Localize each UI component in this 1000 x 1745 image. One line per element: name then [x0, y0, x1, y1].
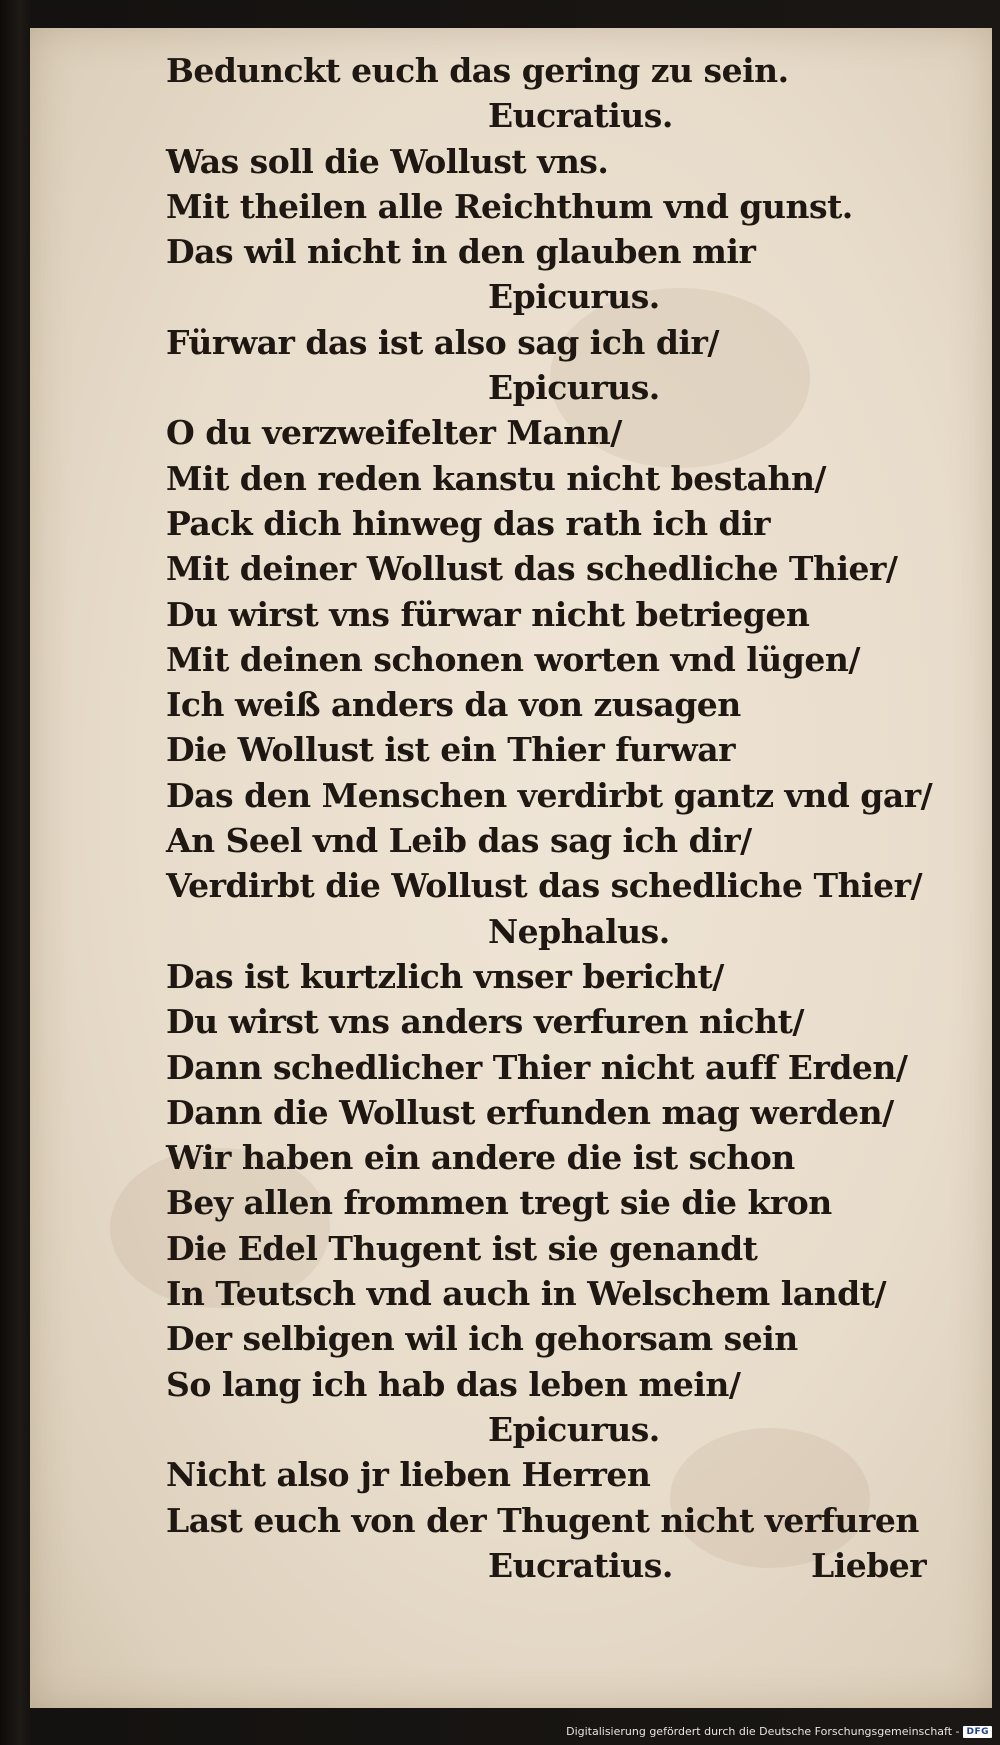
text-line: Pack dich hinweg das rath ich dir: [166, 503, 771, 543]
last-speaker-row: [166, 1543, 986, 1588]
text-line: Last euch von der Thugent nicht verfuren: [166, 1500, 919, 1540]
credit-text: Digitalisierung gefördert durch die Deutsche Forschungsgemeinschaft -: [566, 1725, 960, 1738]
text-line: Die Edel Thugent ist sie genandt: [166, 1228, 758, 1268]
text-line: Dann schedlicher Thier nicht auff Erden/: [166, 1047, 908, 1087]
text-line: Das wil nicht in den glauben mir: [166, 232, 756, 272]
text-line: Das den Menschen verdirbt gantz vnd gar/: [166, 775, 933, 815]
text-line: Du wirst vns fürwar nicht betriegen: [166, 594, 810, 634]
text-line: Mit den reden kanstu nicht bestahn/: [166, 458, 826, 498]
speaker-name: Eucratius.: [488, 96, 673, 136]
text-line: Dann die Wollust erfunden mag werden/: [166, 1092, 894, 1132]
text-line: Was soll die Wollust vns.: [166, 141, 609, 181]
text-line: An Seel vnd Leib das sag ich dir/: [166, 821, 752, 861]
text-line: Wir haben ein andere die ist schon: [166, 1138, 795, 1178]
speaker-name: Eucratius.: [488, 1545, 673, 1585]
text-line: Nicht also jr lieben Herren: [166, 1455, 651, 1495]
text-line: Mit deinen schonen worten vnd lügen/: [166, 639, 860, 679]
catchword: Lieber: [811, 1545, 927, 1585]
text-line: Ich weiß anders da von zusagen: [166, 685, 741, 725]
text-line: Bey allen frommen tregt sie die kron: [166, 1183, 832, 1223]
text-line: Der selbigen wil ich gehorsam sein: [166, 1319, 798, 1359]
book-page: [30, 28, 992, 1708]
speaker-name: Epicurus.: [488, 1409, 660, 1449]
text-line: Bedunckt euch das gering zu sein.: [166, 51, 789, 90]
speaker-name: Epicurus.: [488, 277, 660, 317]
text-line: Die Wollust ist ein Thier furwar: [166, 730, 735, 770]
text-line: Du wirst vns anders verfuren nicht/: [166, 1002, 804, 1042]
text-line: Mit theilen alle Reichthum vnd gunst.: [166, 186, 853, 226]
text-line: O du verzweifelter Mann/: [166, 413, 622, 453]
text-line: Das ist kurtzlich vnser bericht/: [166, 956, 724, 996]
text-line: So lang ich hab das leben mein/: [166, 1364, 741, 1404]
page-text: [166, 48, 986, 1588]
text-line: Verdirbt die Wollust das schedliche Thier/: [166, 866, 923, 906]
text-line: Fürwar das ist also sag ich dir/: [166, 322, 719, 362]
text-line: Mit deiner Wollust das schedliche Thier/: [166, 549, 898, 589]
speaker-name: Nephalus.: [488, 911, 670, 951]
speaker-name: Epicurus.: [488, 368, 660, 408]
dfg-logo: DFG: [963, 1726, 992, 1738]
digitization-credit: [566, 1725, 992, 1738]
text-line: In Teutsch vnd auch in Welschem landt/: [166, 1274, 887, 1314]
